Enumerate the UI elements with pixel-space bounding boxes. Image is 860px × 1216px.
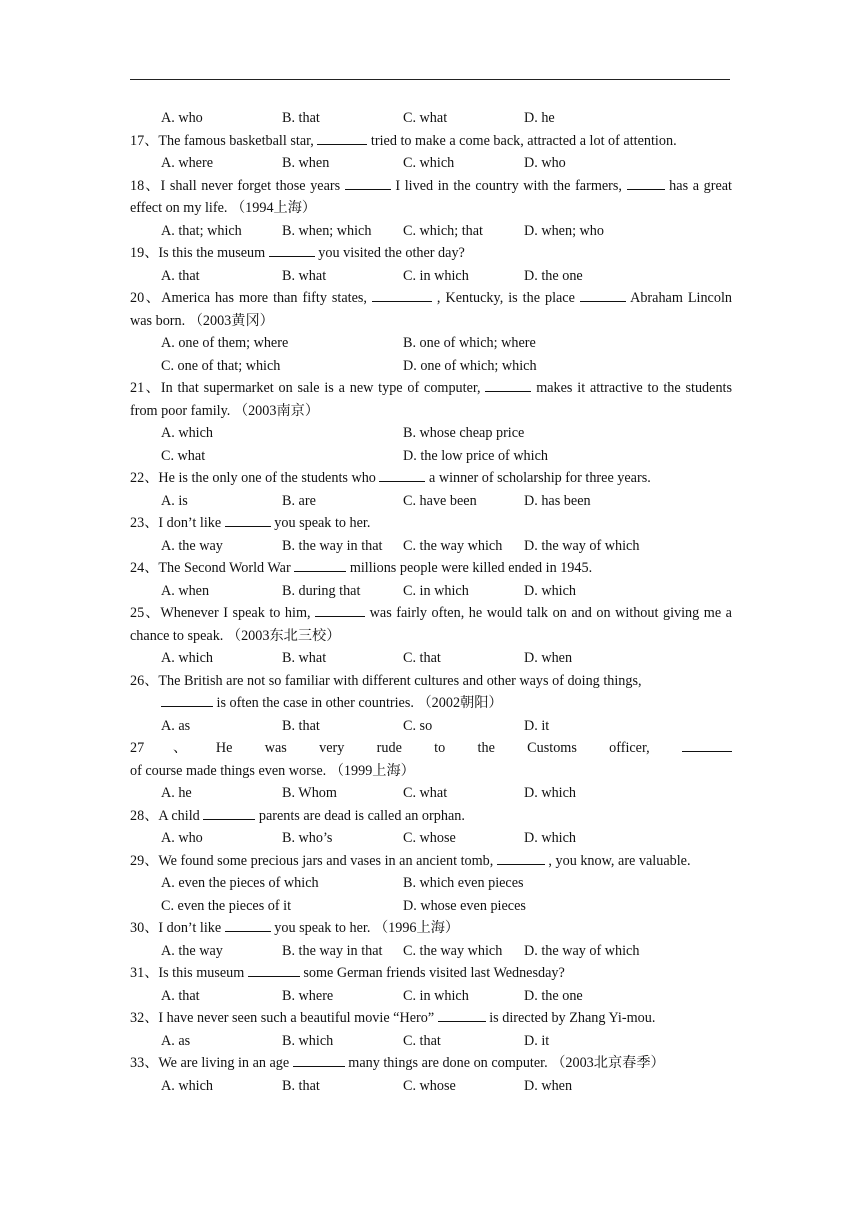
option-choice: B. who’s (282, 830, 333, 846)
question-text (130, 850, 732, 873)
options-row (130, 445, 732, 468)
question-text-segment: 31、Is this museum (130, 965, 248, 981)
option-choice: C. have been (403, 492, 477, 509)
option-choice: B. that (282, 1077, 320, 1094)
option-choice: C. whose (403, 830, 456, 846)
options-row (130, 715, 732, 738)
option-choice: A. who (161, 110, 203, 126)
question-text-segment: I lived in the country with the farmers, (390, 177, 627, 194)
option-choice: C. the way which (403, 942, 503, 959)
answer-blank (293, 1052, 345, 1067)
question-text (130, 670, 732, 693)
option-choice: D. which (524, 830, 577, 846)
answer-blank (485, 377, 531, 392)
options-row (130, 1075, 732, 1098)
option-choice: A. is (161, 492, 188, 509)
option-choice: C. one of that; which (161, 357, 281, 374)
question-text (130, 962, 732, 985)
answer-blank (379, 467, 425, 482)
answer-blank (372, 287, 432, 302)
option-choice: C. in which (403, 987, 469, 1004)
option-choice: C. whose (403, 1077, 456, 1094)
option-choice: A. as (161, 1032, 191, 1049)
question-text-segment: is directed by Zhang Yi-mou. (485, 1010, 656, 1026)
question-text-segment: some German friends visited last Wednesday? (299, 965, 565, 981)
option-choice: D. who (524, 155, 566, 171)
options-row (130, 647, 732, 670)
options-row (130, 895, 732, 918)
options-row (130, 152, 732, 175)
option-choice: D. the way of which (524, 942, 640, 959)
question-text-segment: 28、A child (130, 807, 204, 824)
question-text-segment: 24、The Second World War (130, 560, 295, 576)
option-choice: B. Whom (282, 785, 337, 801)
option-choice: C. what (403, 785, 448, 801)
options-row (130, 782, 732, 805)
answer-blank (294, 557, 346, 572)
question-text-segment: you speak to her. (270, 515, 371, 531)
options-row (130, 107, 732, 130)
option-choice: D. which (524, 582, 577, 599)
question-text-segment: 25、Whenever I speak to him, (130, 605, 316, 621)
answer-blank (225, 917, 271, 932)
question-text (130, 917, 732, 940)
answer-blank (317, 130, 367, 145)
question-text (130, 242, 732, 265)
option-choice: B. where (282, 987, 334, 1004)
option-choice: B. the way in that (282, 942, 383, 959)
option-choice: D. which (524, 785, 577, 801)
option-choice: D. the low price of which (403, 447, 548, 464)
option-choice: A. one of them; where (161, 335, 289, 351)
option-choice: D. when; who (524, 222, 604, 239)
question-text-segment: millions people were killed ended in 1945. (346, 560, 593, 576)
options-row (130, 1030, 732, 1053)
option-choice: C. what (403, 110, 448, 126)
question-text (130, 467, 732, 490)
option-choice: A. where (161, 155, 213, 171)
option-choice: C. which; that (403, 222, 483, 239)
option-choice: D. when (524, 650, 573, 666)
question-text-segment: makes it attractive to the students from poor family. （2003南京） (130, 380, 733, 419)
option-choice: B. that (282, 717, 320, 734)
option-choice: B. one of which; where (403, 335, 536, 351)
option-choice: A. even the pieces of which (161, 875, 319, 891)
question-text-segment: is often the case in other countries. （2002朝阳） (213, 695, 503, 711)
question-text (130, 175, 732, 220)
option-choice: A. who (161, 830, 203, 846)
options-row (130, 355, 732, 378)
options-row (130, 422, 732, 445)
question-text-segment: 22、He is the only one of the students who (130, 470, 380, 486)
question-text (130, 602, 732, 647)
option-choice: A. which (161, 1077, 214, 1094)
options-row (130, 827, 732, 850)
options-row (130, 872, 732, 895)
answer-blank (345, 175, 391, 190)
options-row (130, 535, 732, 558)
option-choice: C. in which (403, 582, 469, 599)
option-choice: D. it (524, 717, 550, 734)
question-text-segment: 19、Is this the museum (130, 245, 269, 261)
option-choice: C. what (161, 447, 206, 464)
question-text-segment: 26、The British are not so familiar with different cultures and other ways of doing things, (130, 672, 642, 689)
question-text (130, 1007, 732, 1030)
question-text-segment: Abraham Lincoln was born. （2003黄冈） (130, 290, 732, 329)
question-text (130, 287, 732, 332)
question-text-segment: 29、We found some precious jars and vases in an ancient tomb, (130, 852, 497, 869)
question-text-segment: 27、He was very rude to the Customs officer, (130, 740, 682, 756)
option-choice: B. are (282, 492, 316, 509)
option-choice: C. even the pieces of it (161, 897, 292, 914)
option-choice: A. the way (161, 942, 223, 959)
question-text (130, 377, 732, 422)
option-choice: A. that (161, 987, 200, 1004)
option-choice: D. one of which; which (403, 357, 537, 374)
option-choice: A. when (161, 582, 210, 599)
answer-blank (497, 850, 545, 865)
option-choice: D. has been (524, 492, 591, 509)
option-choice: D. whose even pieces (403, 897, 526, 914)
options-row (130, 220, 732, 243)
question-text-segment: you visited the other day? (314, 245, 465, 261)
question-text (130, 805, 732, 828)
option-choice: C. that (403, 650, 441, 666)
option-choice: C. which (403, 155, 455, 171)
answer-blank (315, 602, 365, 617)
question-text-segment: a winner of scholarship for three years. (425, 470, 651, 486)
option-choice: B. what (282, 267, 327, 284)
option-choice: C. so (403, 717, 433, 734)
question-text-segment: was fairly often, he would talk on and on without giving me a chance to speak. （2003东北三校） (130, 605, 732, 644)
options-row (130, 940, 732, 963)
option-choice: C. that (403, 1032, 441, 1049)
answer-blank (269, 242, 315, 257)
answer-blank (580, 287, 626, 302)
question-text-segment: you speak to her. （1996上海） (270, 920, 460, 936)
question-text-segment: tried to make a come back, attracted a lot of attention. (367, 132, 677, 149)
question-text (130, 512, 732, 535)
option-choice: A. the way (161, 537, 223, 554)
answer-blank (225, 512, 271, 527)
question-text-segment: parents are dead is called an orphan. (255, 807, 465, 824)
option-choice: A. which (161, 425, 214, 441)
question-text (130, 130, 732, 153)
answer-blank (438, 1007, 486, 1022)
option-choice: D. it (524, 1032, 550, 1049)
option-choice: B. what (282, 650, 327, 666)
option-choice: C. in which (403, 267, 469, 284)
option-choice: D. the one (524, 267, 583, 284)
question-text-segment: 30、I don’t like (130, 920, 225, 936)
option-choice: D. he (524, 110, 555, 126)
option-choice: B. that (282, 110, 320, 126)
options-row (130, 490, 732, 513)
option-choice: B. which (282, 1032, 334, 1049)
answer-blank (203, 805, 255, 820)
question-text (130, 692, 732, 715)
option-choice: B. when (282, 155, 330, 171)
option-choice: B. the way in that (282, 537, 383, 554)
option-choice: D. the way of which (524, 537, 640, 554)
question-text-segment: 21、In that supermarket on sale is a new type of computer, (130, 380, 486, 396)
question-text-segment: many things are done on computer. （2003北京春季） (344, 1055, 665, 1071)
question-text-segment: 23、I don’t like (130, 515, 225, 531)
option-choice: D. the one (524, 987, 583, 1004)
options-row (130, 985, 732, 1008)
question-text-segment: 20、America has more than fifty states, (130, 290, 372, 306)
option-choice: C. the way which (403, 537, 503, 554)
answer-blank (248, 962, 300, 977)
exercise-page (130, 107, 732, 1097)
option-choice: A. as (161, 717, 191, 734)
option-choice: A. that; which (161, 222, 242, 239)
question-text-segment: 32、I have never seen such a beautiful movie “Hero” (130, 1010, 438, 1026)
header-rule (130, 79, 730, 80)
options-row (130, 332, 732, 355)
option-choice: A. he (161, 785, 192, 801)
option-choice: B. which even pieces (403, 875, 524, 891)
options-row (130, 265, 732, 288)
option-choice: B. when; which (282, 222, 372, 239)
question-text (130, 737, 732, 782)
question-text (130, 557, 732, 580)
answer-blank (627, 175, 665, 190)
question-text-segment: of course made things even worse. （1999上海） (130, 762, 415, 779)
question-text-segment: 18、I shall never forget those years (130, 177, 345, 194)
option-choice: B. whose cheap price (403, 425, 525, 441)
answer-blank (682, 737, 732, 752)
question-text-segment: has a great effect on my life. （1994上海） (130, 177, 732, 216)
question-text-segment: 17、The famous basketball star, (130, 132, 318, 149)
option-choice: B. during that (282, 582, 361, 599)
question-text-segment: , you know, are valuable. (544, 852, 691, 869)
option-choice: D. when (524, 1077, 573, 1094)
option-choice: A. that (161, 267, 200, 284)
answer-blank (161, 692, 213, 707)
option-choice: A. which (161, 650, 214, 666)
question-text-segment: , Kentucky, is the place (431, 290, 580, 306)
question-text-segment: 33、We are living in an age (130, 1055, 293, 1071)
question-text (130, 1052, 732, 1075)
options-row (130, 580, 732, 603)
